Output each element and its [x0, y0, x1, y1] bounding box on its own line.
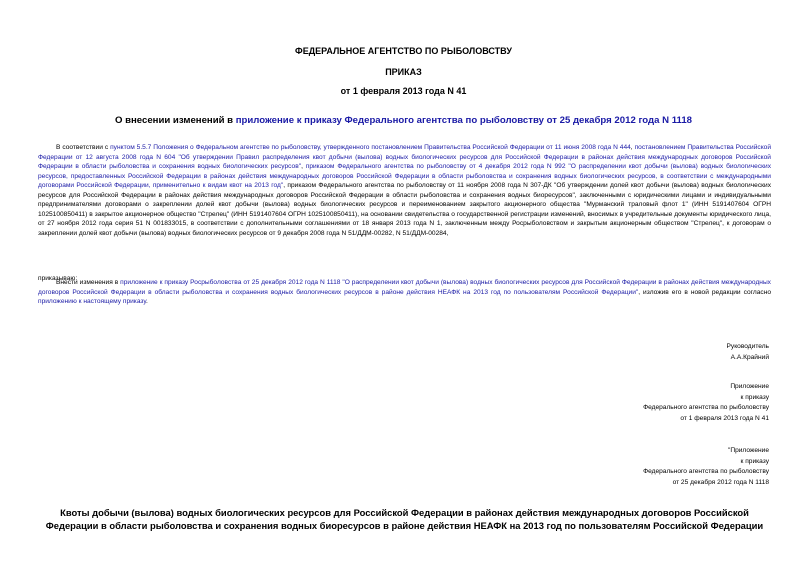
appendix-block-1 [643, 382, 769, 424]
appendix-link[interactable]: приложению к настоящему приказу [38, 298, 147, 305]
regulation-link[interactable]: пунктом 5.5.7 Положения о Федеральном агентстве по рыболовству, утвержденного постановлением Правительства Российской Федерации от 11 июня 2008 года N 444 [110, 144, 631, 151]
appendix2-line-4: от 25 декабря 2012 года N 1118 [672, 478, 769, 486]
preamble-text-2: , [630, 144, 635, 151]
signature-block [727, 342, 769, 363]
document-date: от 1 февраля 2013 года N 41 [340, 86, 467, 96]
agency-order-link[interactable]: приказом Федерального агентства по рыболовству от 4 декабря 2012 года N 992 "О распределении квот добычи (вылова) водных биологических ресурсов, предоставленных Российской Федерации в районах действия международных договоров Российской Федерации в области рыболовства и сохранения водных биологических ресурсов, в соответствии с международными договорами Российской Федерации, применительно к видам квот на 2013 год" [38, 163, 771, 189]
appendix2-line-2: к приказу [740, 457, 769, 465]
appendix2-line-1: "Приложение [727, 447, 769, 454]
order-text-2: , изложив его в новой редакции согласно [638, 288, 772, 296]
document-type: ПРИКАЗ [385, 67, 422, 77]
appendix1-line-2: к приказу [740, 393, 769, 401]
quota-table-title: Квоты добычи (вылова) водных биологических ресурсов для Российской Федерации в районах действия международных договоров Российской Федерации в области рыболовства и сохранения водных биоресурсов в районе действия НЕАФК на 2013 год по пользователям Российской Федерации [45, 507, 764, 531]
subject-link[interactable]: приложение к приказу Федерального агентства по рыболовству от 25 декабря 2012 года N 1118 [235, 115, 693, 126]
government-decree-link[interactable]: постановлением Правительства Российской Федерации от 12 августа 2008 года N 604 "Об утверждении Правил распределения квот добычи (вылова) водных биологических ресурсов для Российской Федерации в районах действия международных договоров Российской Федерации в области рыболовства и сохранения водных биологических ресурсов" [38, 144, 771, 170]
order-word: приказываю: [38, 275, 78, 282]
appendix-block-2 [643, 446, 769, 488]
appendix1-line-1: Приложение [730, 383, 769, 390]
signature-title: Руководитель [726, 343, 769, 350]
preamble-text-4: , приказом Федерального агентства по рыболовству от 11 ноября 2008 года N 307-ДК "Об утверждении долей квот добычи (вылова) водных биологических ресурсов для Российской Федерации в районах действия международных договоров Российской Федерации в области рыболовства и сохранения водных биоресурсов", заключенными с юридическими лицами и индивидуальными предпринимателями договорами о закреплении долей квот добычи (вылова) водных биологических ресурсов и переименованием закрытого акционерного общества "Мурманский траловый флот 1" (ИНН 5191407604 ОГРН 1025100850411) в закрытое акционерное общество "Стрелец" (ИНН 5191407604 ОГРН 1025100850411), на основании свидетельства о государственной регистрации изменений, вносимых в учредительные документы юридического лица, от 27 ноября 2012 года серия 51 N 001833015, в соответствии с дополнительными соглашениями от 18 января 2013 года N 1, заключенным между Росрыболовством и закрытым акционерным обществом "Стрелец", к договорам о закреплении долей квот добычи (вылова) водных биологических ресурсов от 9 декабря 2008 года N 51/ДДМ-00282, N 51/ДДМ-00284, [38, 182, 771, 237]
signature-name: А.А.Крайний [730, 353, 769, 361]
appendix1-line-4: от 1 февраля 2013 года N 41 [680, 414, 769, 422]
document-subject [0, 115, 807, 126]
amended-order-link[interactable]: приложение к приказу Росрыболовства от 25 декабря 2012 года N 1118 "О распределении квот добычи (вылова) водных биологических ресурсов для Российской Федерации в районах действия международных договоров Российской Федерации в области рыболовства и сохранения водных биологических ресурсов в районе действия НЕАФК на 2013 год по пользователям Российской Федерации" [38, 279, 771, 296]
preamble-text-3: , [301, 163, 306, 170]
agency-heading: ФЕДЕРАЛЬНОЕ АГЕНТСТВО ПО РЫБОЛОВСТВУ [295, 46, 512, 56]
preamble-paragraph [38, 143, 771, 238]
subject-prefix: О внесении изменений в [114, 115, 236, 126]
appendix1-line-3: Федерального агентства по рыболовству [643, 404, 769, 411]
appendix2-line-3: Федерального агентства по рыболовству [643, 468, 769, 475]
order-text-1: Внести изменения в [56, 279, 121, 286]
order-paragraph [38, 278, 771, 307]
order-text-3: . [146, 298, 148, 305]
preamble-text-1: В соответствии с [56, 144, 111, 151]
